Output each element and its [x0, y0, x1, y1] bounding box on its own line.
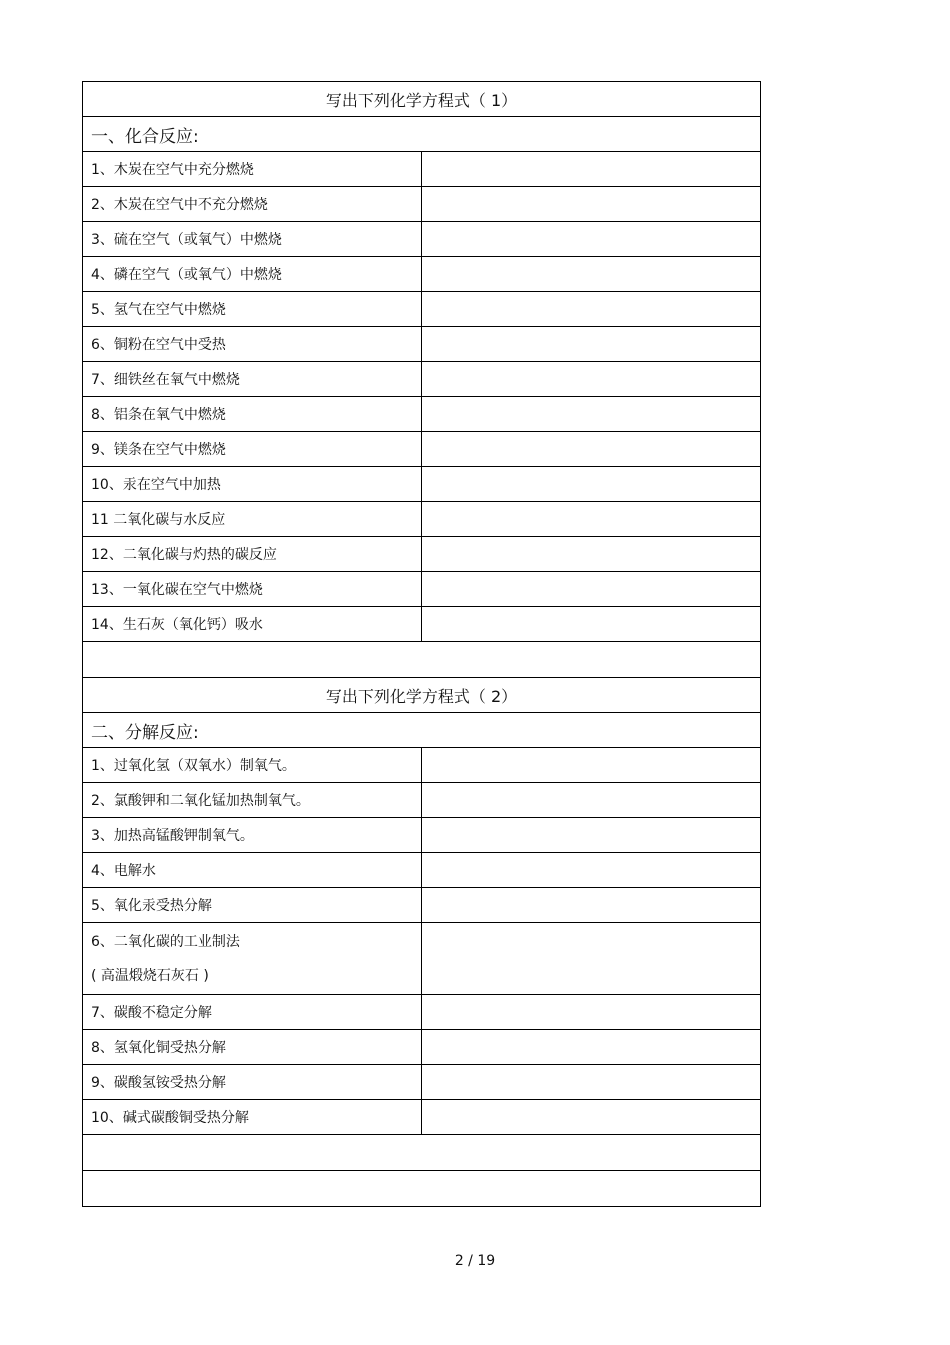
section-heading-row	[83, 117, 761, 152]
equation-answer-cell[interactable]	[422, 537, 761, 572]
equation-answer-cell[interactable]	[422, 748, 761, 783]
blank-row	[83, 642, 761, 678]
reaction-label: 13、一氧化碳在空气中燃烧	[83, 572, 422, 607]
equation-answer-cell[interactable]	[422, 783, 761, 818]
reaction-row	[83, 1030, 761, 1065]
reaction-row	[83, 572, 761, 607]
reaction-row	[83, 257, 761, 292]
page-number: 2 / 19	[454, 1253, 496, 1269]
reaction-row	[83, 607, 761, 642]
section-heading-row	[83, 713, 761, 748]
reaction-label-text: 6、二氧化碳的工业制法	[91, 933, 240, 950]
reaction-row	[83, 397, 761, 432]
section-title-row	[83, 82, 761, 117]
reaction-label: 10、碱式碳酸铜受热分解	[83, 1100, 422, 1135]
reaction-label: 14、生石灰（氧化钙）吸水	[83, 607, 422, 642]
reaction-label: 4、电解水	[83, 853, 422, 888]
equation-answer-cell[interactable]	[422, 187, 761, 222]
reaction-label: 2、氯酸钾和二氧化锰加热制氧气。	[83, 783, 422, 818]
blank-cell	[83, 642, 761, 678]
reaction-label: 11 二氧化碳与水反应	[83, 502, 422, 537]
reaction-row	[83, 1065, 761, 1100]
reaction-row	[83, 1100, 761, 1135]
equation-answer-cell[interactable]	[422, 362, 761, 397]
equation-answer-cell[interactable]	[422, 572, 761, 607]
equation-answer-cell[interactable]	[422, 432, 761, 467]
reaction-row	[83, 152, 761, 187]
equation-worksheet-table	[82, 81, 761, 1207]
section-heading: 一、化合反应:	[83, 117, 761, 152]
equation-answer-cell[interactable]	[422, 467, 761, 502]
equation-answer-cell[interactable]	[422, 995, 761, 1030]
equation-answer-cell[interactable]	[422, 397, 761, 432]
equation-answer-cell[interactable]	[422, 152, 761, 187]
section-title: 写出下列化学方程式（ 1）	[83, 82, 761, 117]
reaction-label: 2、木炭在空气中不充分燃烧	[83, 187, 422, 222]
reaction-row	[83, 432, 761, 467]
equation-answer-cell[interactable]	[422, 257, 761, 292]
reaction-label: 5、氢气在空气中燃烧	[83, 292, 422, 327]
reaction-label: 8、氢氧化铜受热分解	[83, 1030, 422, 1065]
reaction-row	[83, 502, 761, 537]
equation-answer-cell[interactable]	[422, 1100, 761, 1135]
equation-answer-cell[interactable]	[422, 607, 761, 642]
reaction-label: 1、木炭在空气中充分燃烧	[83, 152, 422, 187]
reaction-label: 3、硫在空气（或氧气）中燃烧	[83, 222, 422, 257]
reaction-row	[83, 327, 761, 362]
section-heading: 二、分解反应:	[83, 713, 761, 748]
reaction-row	[83, 467, 761, 502]
reaction-row	[83, 362, 761, 397]
reaction-label: 7、碳酸不稳定分解	[83, 995, 422, 1030]
reaction-row	[83, 888, 761, 923]
reaction-label-note: ( 高温煅烧石灰石 )	[91, 967, 209, 984]
equation-answer-cell[interactable]	[422, 222, 761, 257]
equation-answer-cell[interactable]	[422, 502, 761, 537]
equation-answer-cell[interactable]	[422, 853, 761, 888]
worksheet-body	[83, 82, 761, 1207]
reaction-label: 5、氧化汞受热分解	[83, 888, 422, 923]
reaction-label	[83, 923, 422, 995]
reaction-label: 12、二氧化碳与灼热的碳反应	[83, 537, 422, 572]
reaction-row	[83, 537, 761, 572]
blank-row	[83, 1135, 761, 1171]
blank-cell	[83, 1135, 761, 1171]
reaction-label: 4、磷在空气（或氧气）中燃烧	[83, 257, 422, 292]
reaction-row	[83, 783, 761, 818]
reaction-label: 1、过氧化氢（双氧水）制氧气。	[83, 748, 422, 783]
equation-answer-cell[interactable]	[422, 327, 761, 362]
reaction-row	[83, 923, 761, 995]
reaction-row	[83, 222, 761, 257]
equation-answer-cell[interactable]	[422, 888, 761, 923]
reaction-row	[83, 187, 761, 222]
blank-row	[83, 1171, 761, 1207]
reaction-label: 7、细铁丝在氧气中燃烧	[83, 362, 422, 397]
blank-cell	[83, 1171, 761, 1207]
reaction-label: 6、铜粉在空气中受热	[83, 327, 422, 362]
reaction-label: 8、铝条在氧气中燃烧	[83, 397, 422, 432]
reaction-label: 3、加热高锰酸钾制氧气。	[83, 818, 422, 853]
reaction-label: 10、汞在空气中加热	[83, 467, 422, 502]
reaction-row	[83, 818, 761, 853]
reaction-row	[83, 853, 761, 888]
equation-answer-cell[interactable]	[422, 1030, 761, 1065]
reaction-row	[83, 292, 761, 327]
reaction-row	[83, 748, 761, 783]
equation-answer-cell[interactable]	[422, 818, 761, 853]
reaction-row	[83, 995, 761, 1030]
equation-answer-cell[interactable]	[422, 1065, 761, 1100]
section-title-row	[83, 678, 761, 713]
reaction-label: 9、镁条在空气中燃烧	[83, 432, 422, 467]
equation-answer-cell[interactable]	[422, 292, 761, 327]
section-title: 写出下列化学方程式（ 2）	[83, 678, 761, 713]
reaction-label: 9、碳酸氢铵受热分解	[83, 1065, 422, 1100]
equation-answer-cell[interactable]	[422, 923, 761, 995]
